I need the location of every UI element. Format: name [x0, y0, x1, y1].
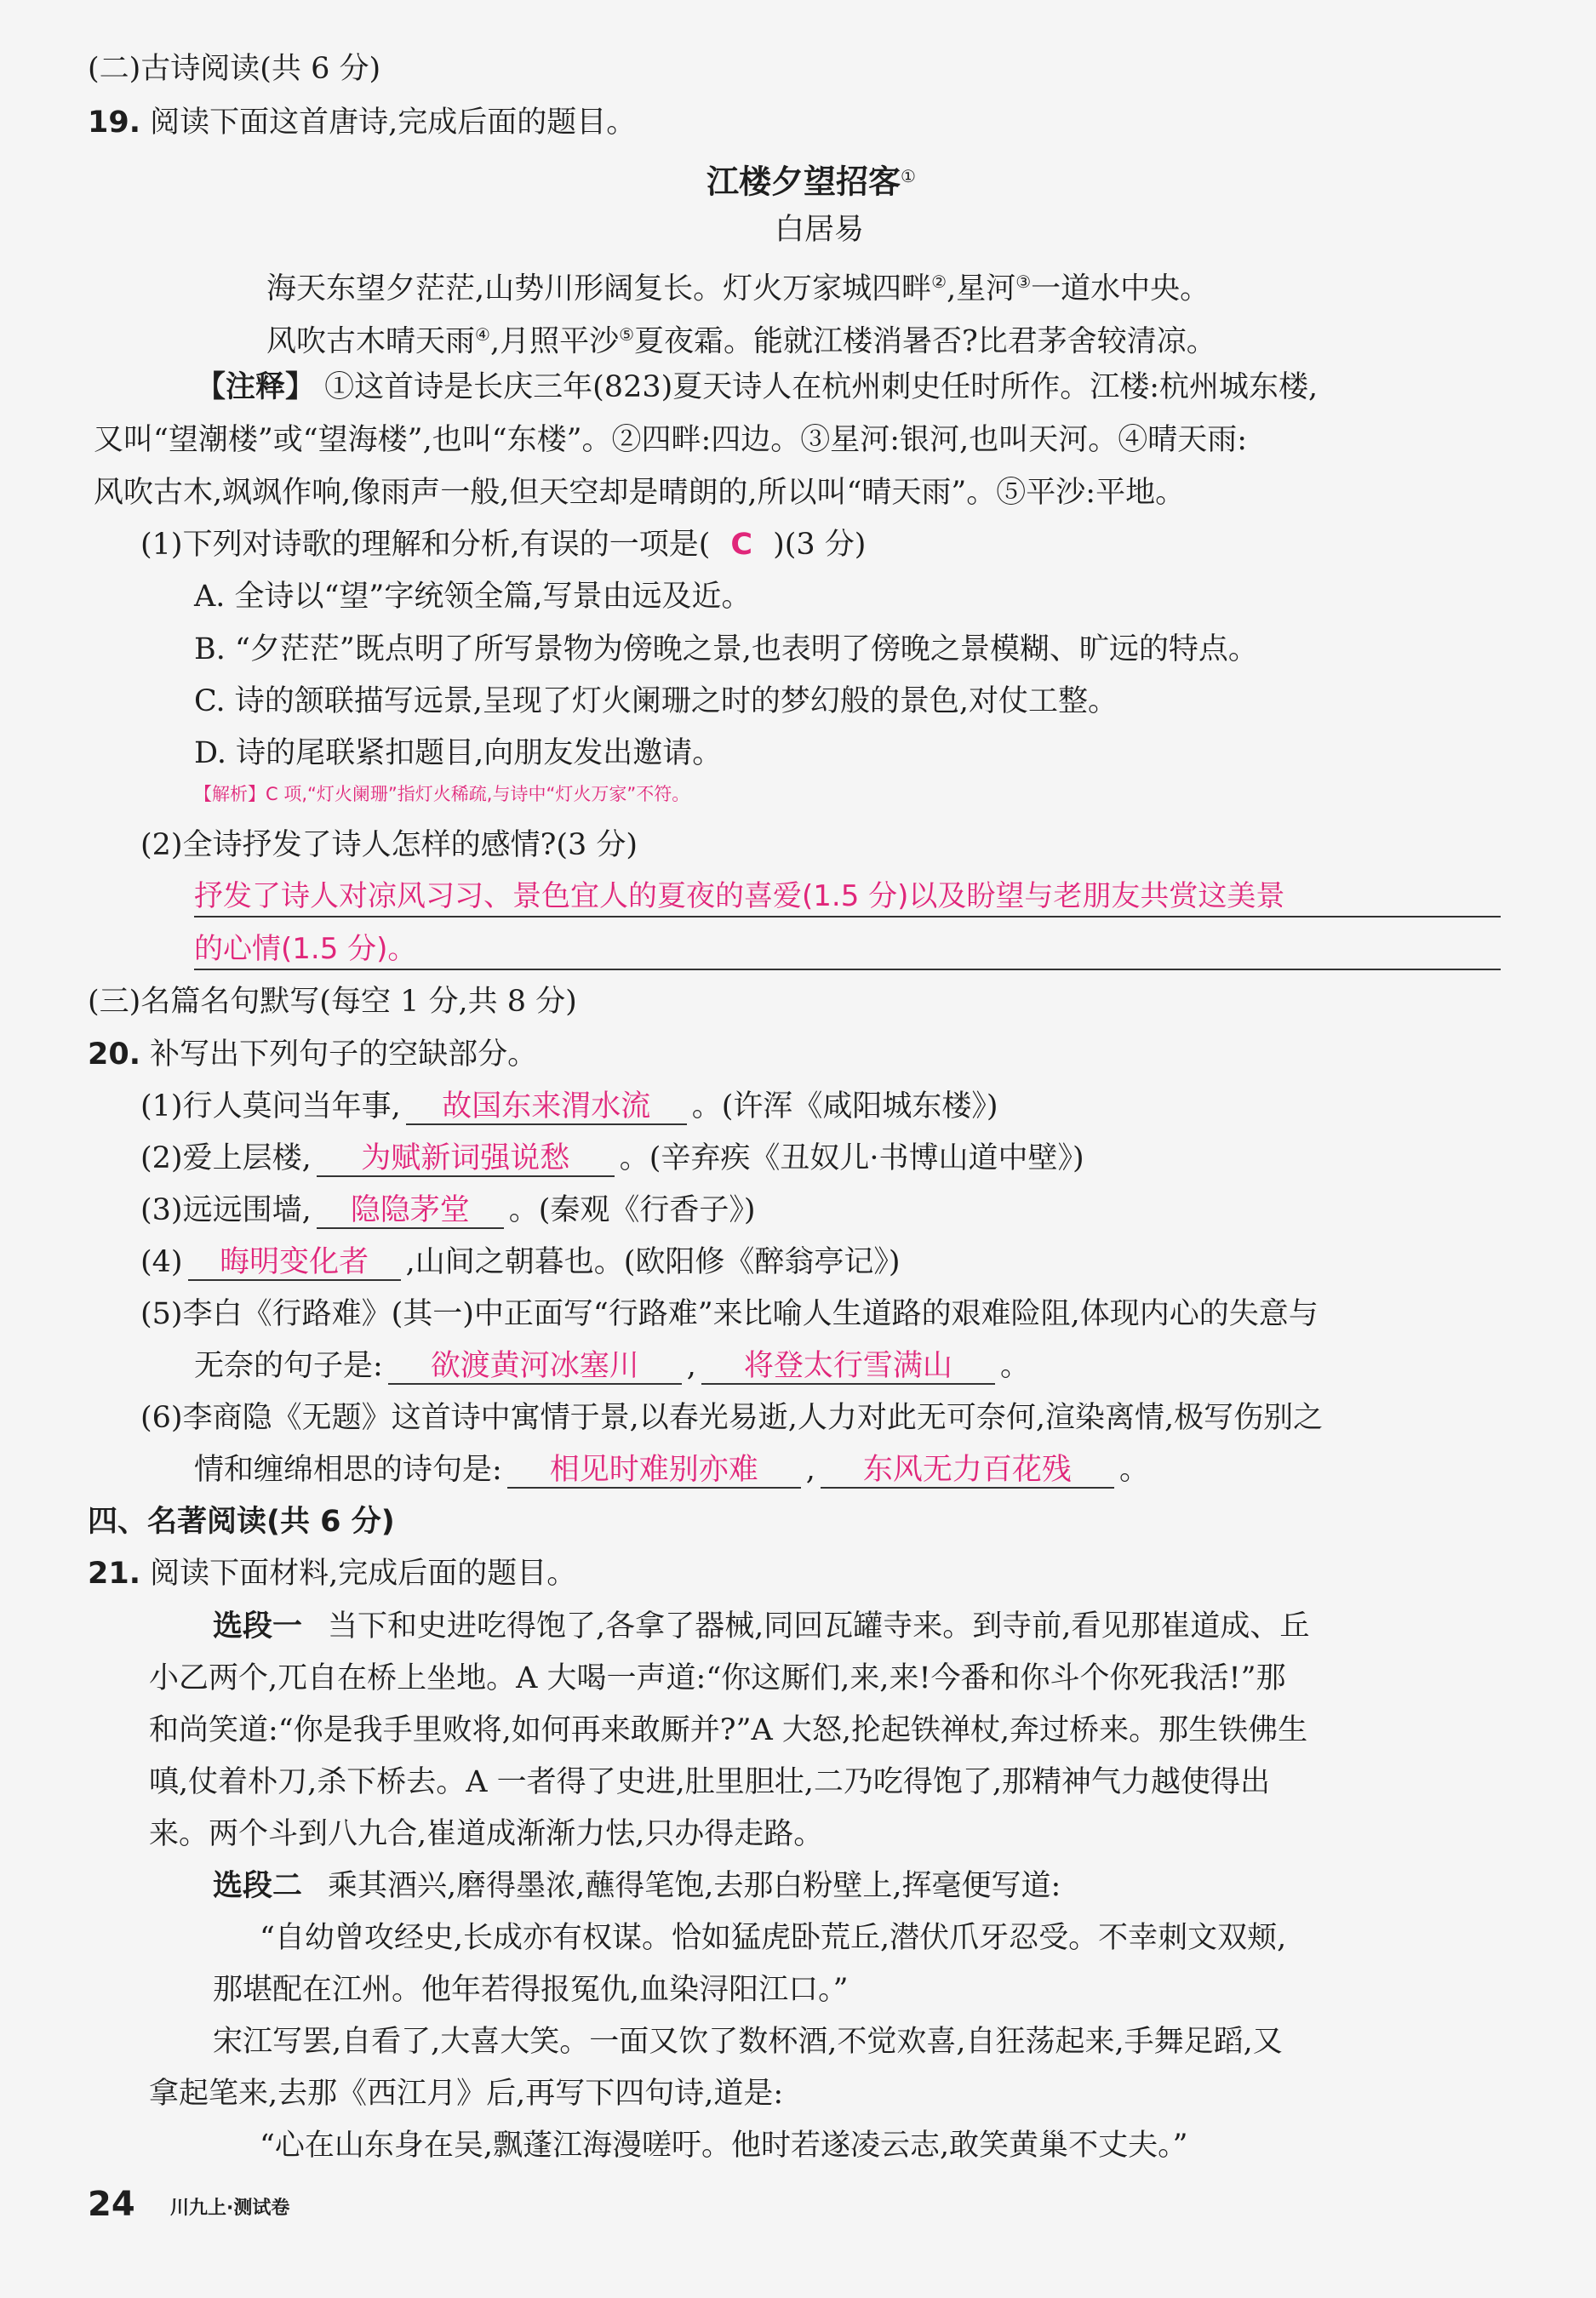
excerpt-label: 选段一 [213, 1609, 303, 1643]
fill-item-4 [140, 1243, 901, 1282]
item-text: (1)行人莫问当年事, [140, 1089, 401, 1123]
fill-item-3 [140, 1191, 756, 1230]
filled-answer: 隐隐茅堂 [317, 1193, 504, 1229]
sub-question-1 [140, 525, 866, 564]
page-number: 24 [88, 2185, 135, 2224]
item-text: 无奈的句子是: [194, 1349, 383, 1383]
annotation-line-3: 风吹古木,飒飒作响,像雨声一般,但天空却是晴朗的,所以叫“晴天雨”。⑤平沙:平地。 [94, 476, 1186, 510]
section-heading-recitation: (三)名篇名句默写(每空 1 分,共 8 分) [88, 985, 577, 1019]
filled-answer: 为赋新词强说愁 [317, 1141, 615, 1177]
excerpt-2-line-2: “自幼曾攻经史,长成亦有权谋。恰如猛虎卧荒丘,潜伏爪牙忍受。不幸刺文双颊, [260, 1921, 1287, 1955]
answer-rule [194, 969, 1501, 970]
footnote-marker: ④ [475, 324, 490, 345]
section-heading-classics: 四、名著阅读(共 6 分) [88, 1505, 395, 1539]
item-text: 。 [999, 1349, 1030, 1383]
excerpt-1-line-1 [213, 1607, 1309, 1646]
annotation-label: 【注释】 [196, 370, 316, 404]
item-text: (2)爱上层楼, [140, 1141, 312, 1175]
filled-answer: 将登太行雪满山 [701, 1349, 995, 1385]
filled-answer: 相见时难别亦难 [507, 1453, 801, 1489]
book-title: 川九上·测试卷 [170, 2198, 290, 2219]
question-text: (1)下列对诗歌的理解和分析,有误的一项是( [140, 528, 711, 562]
poem-title [706, 157, 916, 203]
analysis-note: 【解析】C 项,“灯火阑珊”指灯火稀疏,与诗中“灯火万家”不符。 [194, 784, 690, 804]
question-number: 20. [88, 1038, 141, 1072]
excerpt-2-line-1 [213, 1866, 1061, 1906]
footnote-marker: ⑤ [619, 324, 635, 345]
excerpt-1-line-2: 小乙两个,兀自在桥上坐地。A 大喝一声道:“你这厮们,来,来!今番和你斗个你死我活!”那 [149, 1661, 1286, 1695]
question-21-prompt [88, 1554, 576, 1593]
question-number: 19. [88, 106, 141, 140]
option-a: A. 全诗以“望”字统领全篇,写景由远及近。 [194, 580, 752, 614]
excerpt-2-line-3: 那堪配在江州。他年若得报冤仇,血染浔阳江口。” [213, 1973, 849, 2007]
excerpt-label: 选段二 [213, 1869, 303, 1903]
filled-answer: 晦明变化者 [188, 1245, 401, 1281]
fill-item-5-line-2 [194, 1346, 1030, 1386]
answer-rule [194, 916, 1501, 917]
annotation-line-1 [196, 368, 1318, 407]
answer-line-2: 的心情(1.5 分)。 [194, 932, 417, 966]
excerpt-text: 当下和史进吃得饱了,各拿了器械,同回瓦罐寺来。到寺前,看见那崔道成、丘 [328, 1609, 1310, 1643]
excerpt-text: 乘其酒兴,磨得墨浓,蘸得笔饱,去那白粉壁上,挥毫便写道: [328, 1869, 1061, 1903]
item-text: 情和缠绵相思的诗句是: [194, 1453, 502, 1487]
question-text: )(3 分) [773, 528, 867, 562]
poem-line-2 [266, 315, 1216, 362]
question-instruction: 阅读下面材料,完成后面的题目。 [150, 1557, 577, 1591]
footnote-marker: ② [931, 272, 947, 292]
excerpt-2-line-5: 拿起笔来,去那《西江月》后,再写下四句诗,道是: [149, 2077, 784, 2111]
question-20-prompt [88, 1035, 537, 1074]
poem-text: 一道水中央。 [1031, 272, 1210, 306]
filled-answer: 欲渡黄河冰塞川 [388, 1349, 682, 1385]
excerpt-2-line-4: 宋江写罢,自看了,大喜大笑。一面又饮了数杯酒,不觉欢喜,自狂荡起来,手舞足蹈,又 [213, 2025, 1283, 2059]
item-text: ,山间之朝暮也。(欧阳修《醉翁亭记》) [405, 1245, 901, 1279]
answer-line-1: 抒发了诗人对凉风习习、景色宜人的夏夜的喜爱(1.5 分)以及盼望与老朋友共赏这美景 [194, 879, 1285, 913]
question-19-prompt [88, 103, 636, 142]
fill-item-6-line-2 [194, 1450, 1149, 1489]
annotation-line-2: 又叫“望潮楼”或“望海楼”,也叫“东楼”。②四畔:四边。③星河:银河,也叫天河。④晴天雨: [94, 423, 1247, 457]
poem-line-1 [266, 262, 1210, 309]
item-text: , [686, 1349, 696, 1383]
fill-item-2 [140, 1139, 1084, 1178]
item-text: , [805, 1453, 815, 1487]
item-text: 。(辛弃疾《丑奴儿·书博山道中壁》) [619, 1141, 1084, 1175]
poem-title-text: 江楼夕望招客 [706, 163, 901, 201]
section-heading-ancient-poetry: (二)古诗阅读(共 6 分) [88, 52, 381, 86]
excerpt-1-line-3: 和尚笑道:“你是我手里败将,如何再来敢厮并?”A 大怒,抡起铁禅杖,奔过桥来。那生铁佛生 [149, 1713, 1308, 1747]
annotation-text: ①这首诗是长庆三年(823)夏天诗人在杭州刺史任时所作。江楼:杭州城东楼, [315, 370, 1319, 404]
poem-text: ,星河 [947, 272, 1016, 306]
answer-choice: C [730, 528, 753, 562]
fill-item-1 [140, 1087, 998, 1126]
filled-answer: 东风无力百花残 [821, 1453, 1114, 1489]
item-text: (3)远远围墙, [140, 1193, 312, 1227]
poem-text: 夏夜霜。能就江楼消暑否?比君茅舍较清凉。 [634, 324, 1216, 359]
option-d: D. 诗的尾联紧扣题目,向朋友发出邀请。 [194, 736, 723, 770]
filled-answer: 故国东来渭水流 [406, 1089, 687, 1125]
footnote-marker: ① [901, 166, 916, 186]
poem-text: 风吹古木晴天雨 [266, 324, 476, 359]
footnote-marker: ③ [1015, 272, 1032, 292]
item-text: 。 [1118, 1453, 1149, 1487]
excerpt-1-line-5: 来。两个斗到八九合,崔道成渐渐力怯,只办得走路。 [149, 1817, 824, 1851]
question-instruction: 阅读下面这首唐诗,完成后面的题目。 [150, 106, 637, 140]
poem-text: 海天东望夕茫茫,山势川形阔复长。灯火万家城四畔 [266, 272, 932, 306]
item-text: 。(许浑《咸阳城东楼》) [691, 1089, 998, 1123]
fill-item-5-line-1: (5)李白《行路难》(其一)中正面写“行路难”来比喻人生道路的艰难险阻,体现内心的失意与 [140, 1297, 1319, 1331]
item-text: 。(秦观《行香子》) [508, 1193, 756, 1227]
poem-author: 白居易 [775, 213, 865, 247]
excerpt-2-line-6: “心在山东身在吴,飘蓬江海漫嗟吁。他时若遂凌云志,敢笑黄巢不丈夫。” [260, 2129, 1188, 2163]
item-text: (4) [140, 1245, 183, 1279]
sub-question-2: (2)全诗抒发了诗人怎样的感情?(3 分) [140, 828, 638, 862]
option-c: C. 诗的颔联描写远景,呈现了灯火阑珊之时的梦幻般的景色,对仗工整。 [194, 684, 1118, 718]
question-instruction: 补写出下列句子的空缺部分。 [150, 1038, 538, 1072]
question-number: 21. [88, 1557, 141, 1591]
option-b: B. “夕茫茫”既点明了所写景物为傍晚之景,也表明了傍晚之景模糊、旷远的特点。 [194, 632, 1258, 666]
excerpt-1-line-4: 嗔,仗着朴刀,杀下桥去。A 一者得了史进,肚里胆壮,二乃吃得饱了,那精神气力越使得出 [149, 1765, 1271, 1799]
fill-item-6-line-1: (6)李商隐《无题》这首诗中寓情于景,以春光易逝,人力对此无可奈何,渲染离情,极写伤别之 [140, 1401, 1324, 1435]
poem-text: ,月照平沙 [489, 324, 620, 359]
